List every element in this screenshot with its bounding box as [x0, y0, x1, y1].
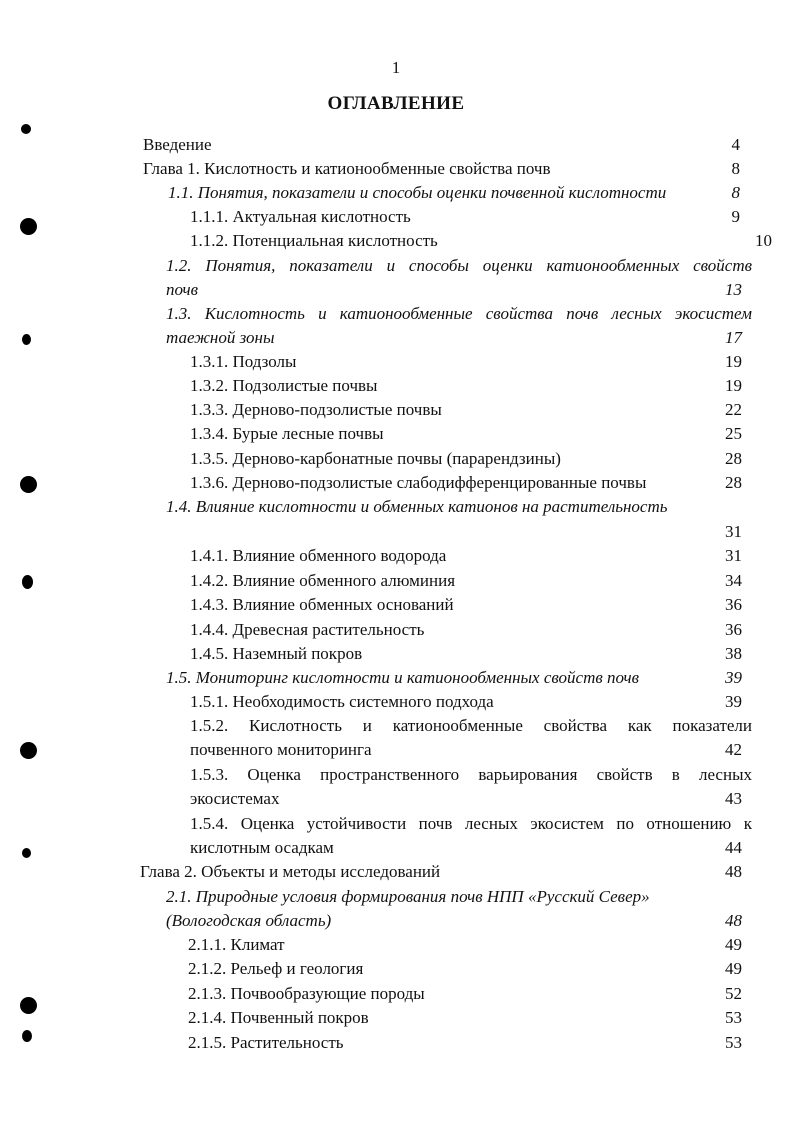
toc-entry: таежной зоны 17 — [166, 326, 742, 350]
page-ref: 36 — [725, 595, 742, 614]
page-ref: 52 — [725, 984, 742, 1003]
page-ref: 8 — [731, 159, 740, 178]
page-ref: 22 — [725, 400, 742, 419]
page-ref: 53 — [725, 1033, 742, 1052]
page-ref: 48 — [725, 862, 742, 881]
binder-hole-mark — [20, 742, 37, 759]
toc-entry: 1.3.2. Подзолистые почвы 19 — [190, 374, 742, 398]
toc-entry: Глава 2. Объекты и методы исследований 48 — [140, 860, 742, 884]
binder-hole-mark — [20, 476, 37, 493]
toc-entry-line: 1.4. Влияние кислотности и обменных катионов на растительность — [166, 497, 668, 516]
binder-hole-mark — [20, 218, 37, 235]
toc-entry: 1.5. Мониторинг кислотности и катионообменных свойств почв 39 — [166, 666, 742, 690]
page-ref: 17 — [725, 328, 742, 347]
page-ref: 10 — [755, 231, 772, 250]
toc-entry: 1.1.1. Актуальная кислотность 9 — [190, 205, 740, 229]
page-ref: 39 — [725, 692, 742, 711]
page-title: ОГЛАВЛЕНИЕ — [327, 93, 465, 114]
toc-entry: Глава 1. Кислотность и катионообменные свойства почв 8 — [143, 157, 740, 181]
toc-entry: 1.1. Понятия, показатели и способы оценки почвенной кислотности 8 — [168, 181, 740, 205]
page-ref: 53 — [725, 1008, 742, 1027]
page-ref: 31 — [725, 546, 742, 565]
page-ref: 31 — [725, 522, 742, 541]
toc-entry: почвенного мониторинга 42 — [190, 738, 742, 762]
toc-entry: кислотным осадкам 44 — [190, 836, 742, 860]
toc-entry: 1.3.5. Дерново-карбонатные почвы (парарендзины) 28 — [190, 447, 742, 471]
toc-entry: 2.1.5. Растительность 53 — [188, 1031, 742, 1055]
toc-entry: экосистемах 43 — [190, 787, 742, 811]
page-ref: 49 — [725, 959, 742, 978]
page-ref: 28 — [725, 449, 742, 468]
binder-hole-mark — [21, 124, 31, 134]
page-ref: 8 — [731, 183, 740, 202]
toc-entry: 1.5.1. Необходимость системного подхода 39 — [190, 690, 742, 714]
toc-entry-line: 1.2. Понятия, показатели и способы оценки катионообменных свойств — [166, 256, 752, 275]
page-ref: 39 — [725, 668, 742, 687]
page-ref: 19 — [725, 376, 742, 395]
toc-entry: 1.4.2. Влияние обменного алюминия 34 — [190, 569, 742, 593]
toc-entry: 1.4.1. Влияние обменного водорода 31 — [190, 544, 742, 568]
page-ref: 38 — [725, 644, 742, 663]
binder-hole-mark — [22, 575, 33, 589]
toc-entry: 2.1.3. Почвообразующие породы 52 — [188, 982, 742, 1006]
binder-hole-mark — [22, 848, 31, 858]
toc-entry: 2.1.1. Климат 49 — [188, 933, 742, 957]
toc-entry: Введение 4 — [143, 133, 740, 157]
toc-entry: 1.3.1. Подзолы 19 — [190, 350, 742, 374]
binder-hole-mark — [22, 334, 31, 345]
page-ref: 36 — [725, 620, 742, 639]
page-ref: 48 — [725, 911, 742, 930]
page-ref: 49 — [725, 935, 742, 954]
page-ref: 28 — [725, 473, 742, 492]
page-ref: 42 — [725, 740, 742, 759]
toc-entry: 1.1.2. Потенциальная кислотность 10 — [190, 229, 772, 253]
toc-entry: 1.3.3. Дерново-подзолистые почвы 22 — [190, 398, 742, 422]
binder-hole-mark — [22, 1030, 32, 1042]
page-ref: 19 — [725, 352, 742, 371]
page-ref: 43 — [725, 789, 742, 808]
toc-entry: 1.3.4. Бурые лесные почвы 25 — [190, 422, 742, 446]
toc-entry: (Вологодская область) 48 — [166, 909, 742, 933]
toc-entry: 2.1.4. Почвенный покров 53 — [188, 1006, 742, 1030]
toc-entry: 1.3.6. Дерново-подзолистые слабодифференцированные почвы 28 — [190, 471, 742, 495]
page-ref: 4 — [731, 135, 740, 154]
toc-entry — [166, 520, 742, 544]
toc-entry-line: 2.1. Природные условия формирования почв НПП «Русский Север» — [166, 887, 650, 906]
toc-entry: 1.4.3. Влияние обменных оснований 36 — [190, 593, 742, 617]
binder-hole-mark — [20, 997, 37, 1014]
toc-entry-line: 1.5.2. Кислотность и катионообменные свойства как показатели — [190, 716, 752, 735]
toc-entry-line: 1.3. Кислотность и катионообменные свойства почв лесных экосистем — [166, 304, 752, 323]
toc-entry: почв 13 — [166, 278, 742, 302]
toc-entry: 2.1.2. Рельеф и геология 49 — [188, 957, 742, 981]
page-ref: 13 — [725, 280, 742, 299]
toc-entry: 1.4.4. Древесная растительность 36 — [190, 618, 742, 642]
page-ref: 34 — [725, 571, 742, 590]
toc-entry: 1.4.5. Наземный покров 38 — [190, 642, 742, 666]
page-ref: 44 — [725, 838, 742, 857]
toc-entry-line: 1.5.4. Оценка устойчивости почв лесных экосистем по отношению к — [190, 814, 752, 833]
page-ref: 25 — [725, 424, 742, 443]
page-number: 1 — [391, 58, 401, 77]
toc-entry-line: 1.5.3. Оценка пространственного варьирования свойств в лесных — [190, 765, 752, 784]
page-ref: 9 — [731, 207, 740, 226]
